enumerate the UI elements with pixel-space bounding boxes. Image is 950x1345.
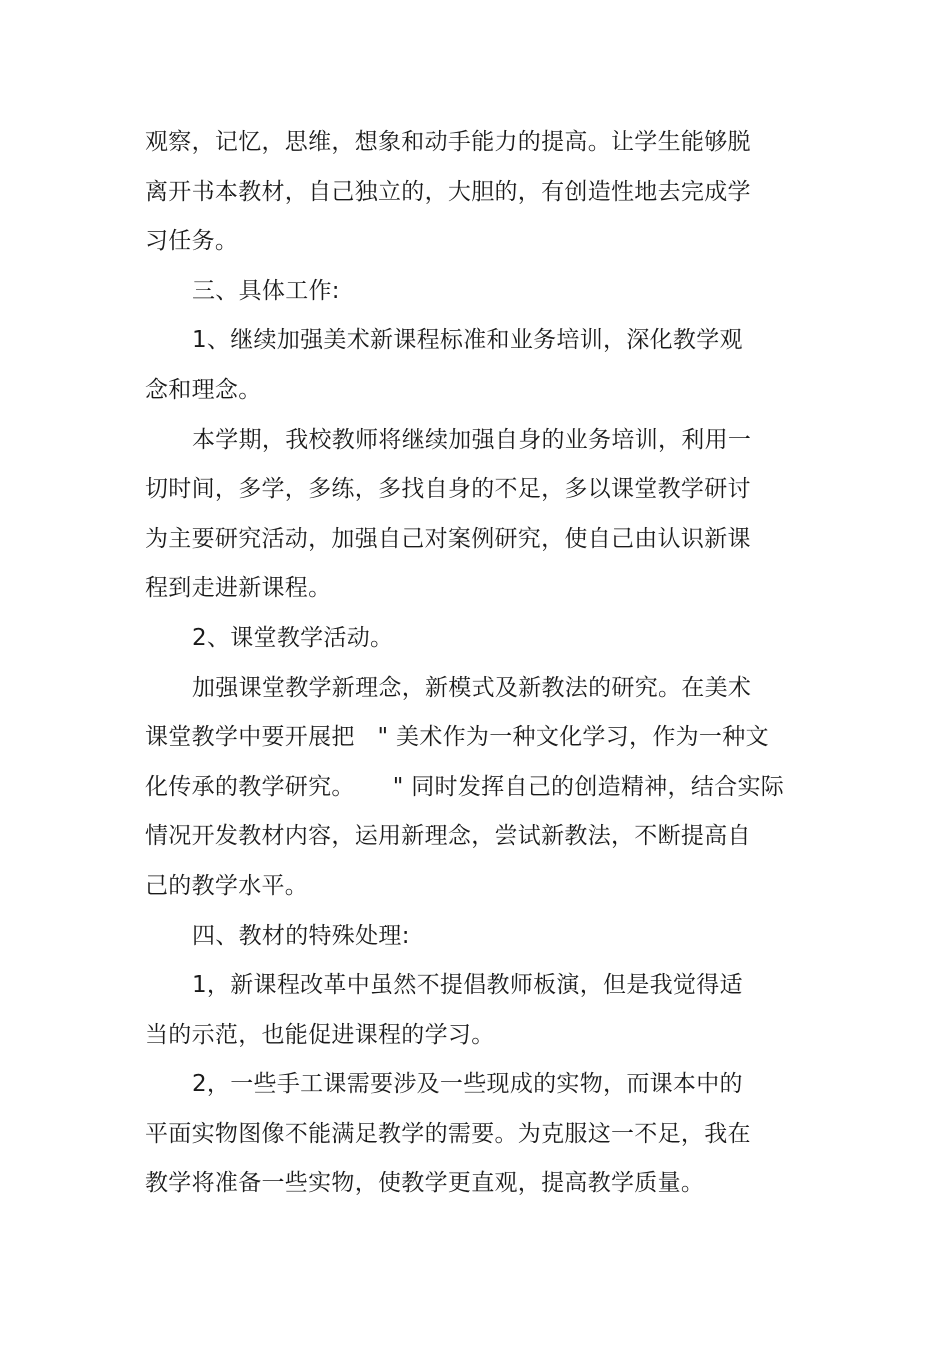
text-line: 为主要研究活动，加强自己对案例研究，使自己由认识新课 [145,525,751,552]
text-line: 己的教学水平。 [145,872,309,899]
text-line: 当的示范，也能促进课程的学习。 [145,1021,495,1048]
text-line: 离开书本教材，自己独立的，大胆的，有创造性地去完成学 [145,178,751,205]
text-line: 程到走进新课程。 [145,575,332,602]
text-line: 课堂教学中要开展把 " 美术作为一种文化学习，作为一种文 [145,724,769,751]
section-heading: 四、教材的特殊处理: [192,922,410,949]
text-line: 1，新课程改革中虽然不提倡教师板演，但是我觉得适 [192,972,743,999]
text-line: 情况开发教材内容，运用新理念，尝试新教法，不断提高自 [145,823,751,850]
text-line: 平面实物图像不能满足教学的需要。为克服这一不足，我在 [145,1120,751,1147]
text-line: 1、继续加强美术新课程标准和业务培训，深化教学观 [192,327,743,354]
text-line: 习任务。 [145,228,239,255]
text-line: 化传承的教学研究。 " 同时发挥自己的创造精神，结合实际 [145,773,785,800]
text-line: 切时间，多学，多练，多找自身的不足，多以课堂教学研讨 [145,476,751,503]
text-line: 教学将准备一些实物，使教学更直观，提高教学质量。 [145,1170,705,1197]
text-line: 观察，记忆，思维，想象和动手能力的提高。让学生能够脱 [145,129,751,155]
text-line: 念和理念。 [145,376,262,403]
section-heading: 三、具体工作: [192,277,340,304]
text-line: 2，一些手工课需要涉及一些现成的实物，而课本中的 [192,1071,743,1098]
document-body [145,118,785,1209]
text-line: 2、课堂教学活动。 [192,624,394,651]
text-line: 加强课堂教学新理念，新模式及新教法的研究。在美术 [192,674,752,701]
text-line: 本学期，我校教师将继续加强自身的业务培训，利用一 [192,426,752,453]
